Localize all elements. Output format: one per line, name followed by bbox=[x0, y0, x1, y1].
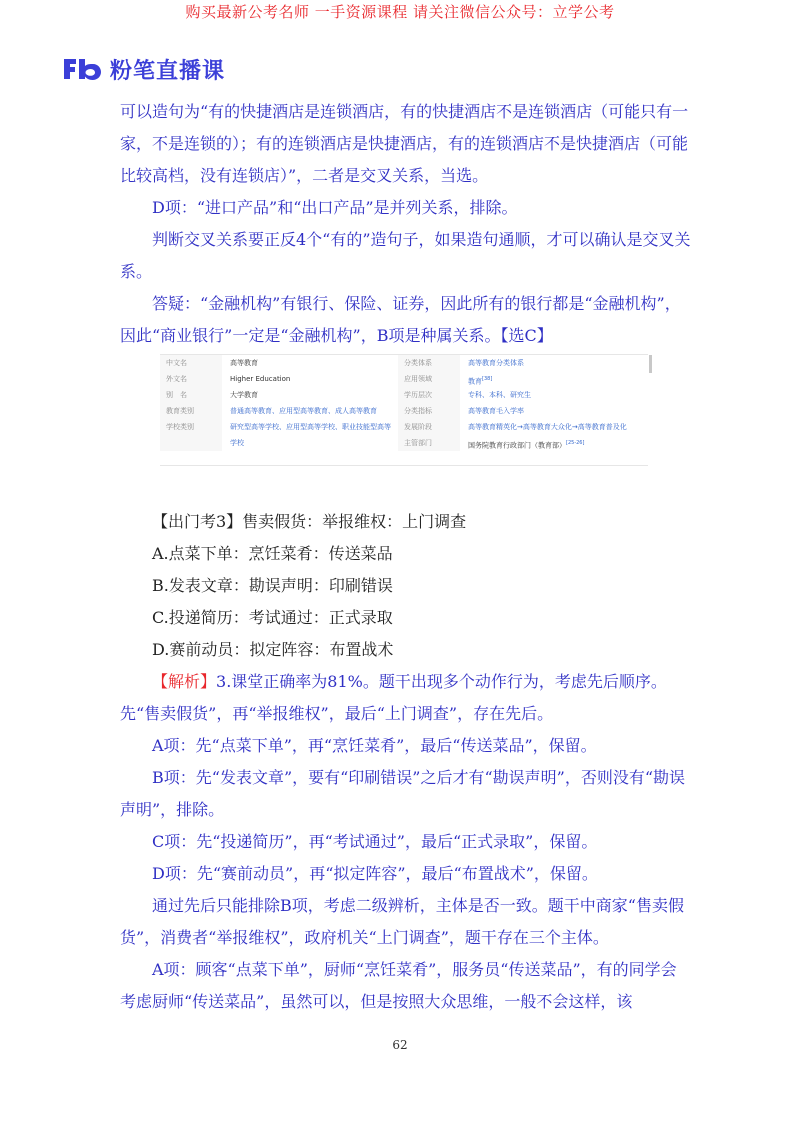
analysis-intro bbox=[120, 666, 692, 730]
fenbi-logo-icon bbox=[62, 56, 104, 82]
infobox-value: 大学教育 bbox=[230, 391, 258, 399]
infobox-value: 高等教育 bbox=[230, 359, 258, 367]
infobox-link[interactable]: 学校 bbox=[230, 439, 244, 447]
citation-sup[interactable]: [38] bbox=[482, 376, 493, 382]
infobox-label bbox=[160, 435, 222, 451]
infobox-link[interactable]: 普通高等教育、应用型高等教育、成人高等教育 bbox=[230, 407, 377, 415]
infobox-left-labels bbox=[160, 355, 222, 465]
infobox-label: 教育类别 bbox=[160, 403, 222, 419]
analysis-secondary: 通过先后只能排除B项，考虑二级辨析，主体是否一致。题干中商家“售卖假货”，消费者“举报维权”，政府机关“上门调查”，题干存在三个主体。 bbox=[120, 896, 684, 947]
infobox-label: 别 名 bbox=[160, 387, 222, 403]
analysis-option-a-subject: A项：顾客“点菜下单”，厨师“烹饪菜肴”，服务员“传送菜品”，有的同学会考虑厨师“传送菜品”，虽然可以，但是按照大众思维，一般不会这样，该 bbox=[120, 960, 677, 1011]
paragraph-qa bbox=[120, 288, 692, 352]
infobox-label: 学校类别 bbox=[160, 419, 222, 435]
paragraph-cross-relation-tip: 判断交叉关系要正反4个“有的”造句子，如果造句通顺，才可以确认是交叉关系。 bbox=[120, 230, 691, 281]
analysis-option-c: C项：先“投递简历”，再“考试通过”，最后“正式录取”，保留。 bbox=[152, 832, 598, 851]
fenbi-logo bbox=[62, 52, 225, 86]
infobox-link[interactable]: 高等教育毛入学率 bbox=[468, 407, 524, 415]
logo-text: 粉笔直播课 bbox=[110, 58, 226, 84]
analysis-option-a: A项：先“点菜下单”，再“烹饪菜肴”，最后“传送菜品”，保留。 bbox=[152, 736, 597, 755]
infobox-right-values bbox=[460, 355, 648, 465]
infobox-label: 主管部门 bbox=[398, 435, 460, 451]
analysis-tag: 【解析】 bbox=[152, 672, 217, 691]
infobox-left-values bbox=[222, 355, 398, 465]
infobox-link[interactable]: 教育 bbox=[468, 377, 482, 386]
paragraph-option-d: D项：“进口产品”和“出口产品”是并列关系，排除。 bbox=[152, 198, 518, 217]
paragraph-hotel-example: 可以造句为“有的快捷酒店是连锁酒店，有的快捷酒店不是连锁酒店（可能只有一家，不是连锁的）；有的连锁酒店是快捷酒店，有的连锁酒店不是快捷酒店（可能比较高档，没有连锁店）”，二者是交叉关系，当选。 bbox=[120, 102, 689, 185]
infobox-value: Higher Education bbox=[230, 375, 291, 383]
infobox-right-labels bbox=[398, 355, 460, 465]
infobox-scrollbar bbox=[649, 355, 652, 373]
answer-tag: 【选C】 bbox=[500, 326, 553, 345]
infobox-label: 应用领域 bbox=[398, 371, 460, 387]
qa-text: 答疑：“金融机构”有银行、保险、证券，因此所有的银行都是“金融机构”，因此“商业银行”一定是“金融机构”，B项是种属关系。 bbox=[120, 294, 681, 345]
infobox-label: 发展阶段 bbox=[398, 419, 460, 435]
infobox-value: 国务院教育行政部门（教育部） bbox=[468, 441, 566, 450]
infobox-label: 外文名 bbox=[160, 371, 222, 387]
promo-banner: 购买最新公考名师 一手资源课程 请关注微信公众号：立学公考 bbox=[185, 3, 615, 21]
page-number: 62 bbox=[392, 1038, 408, 1052]
analysis-option-d: D项：先“赛前动员”，再“拟定阵容”，最后“布置战术”，保留。 bbox=[152, 864, 598, 883]
infobox-link[interactable]: 研究型高等学校、应用型高等学校、职业技能型高等 bbox=[230, 423, 391, 431]
infobox-value-dept bbox=[460, 435, 648, 451]
citation-sup[interactable]: [25-26] bbox=[566, 440, 585, 446]
infobox-label: 学历层次 bbox=[398, 387, 460, 403]
infobox-link[interactable]: 专科、本科、研究生 bbox=[468, 391, 531, 399]
infobox-label: 分类指标 bbox=[398, 403, 460, 419]
option-a: A.点菜下单：烹饪菜肴：传送菜品 bbox=[152, 544, 393, 563]
option-c: C.投递简历：考试通过：正式录取 bbox=[152, 608, 393, 627]
encyclopedia-infobox bbox=[160, 354, 648, 466]
infobox-value-edu bbox=[460, 371, 648, 387]
option-d: D.赛前动员：拟定阵容：布置战术 bbox=[152, 640, 394, 659]
infobox-label: 分类体系 bbox=[398, 355, 460, 371]
infobox-label: 中文名 bbox=[160, 355, 222, 371]
infobox-link[interactable]: 高等教育分类体系 bbox=[468, 359, 524, 367]
analysis-text: 3.课堂正确率为81%。题干出现多个动作行为，考虑先后顺序。先“售卖假货”，再“举报维权”，最后“上门调查”，存在先后。 bbox=[120, 672, 667, 723]
option-b: B.发表文章：勘误声明：印刷错误 bbox=[152, 576, 393, 595]
question-stem: 【出门考3】售卖假货：举报维权：上门调查 bbox=[152, 512, 467, 531]
infobox-link[interactable]: 高等教育精英化→高等教育大众化→高等教育普及化 bbox=[468, 423, 627, 431]
analysis-option-b: B项：先“发表文章”，要有“印刷错误”之后才有“勘误声明”，否则没有“勘误声明”，排除。 bbox=[120, 768, 686, 819]
